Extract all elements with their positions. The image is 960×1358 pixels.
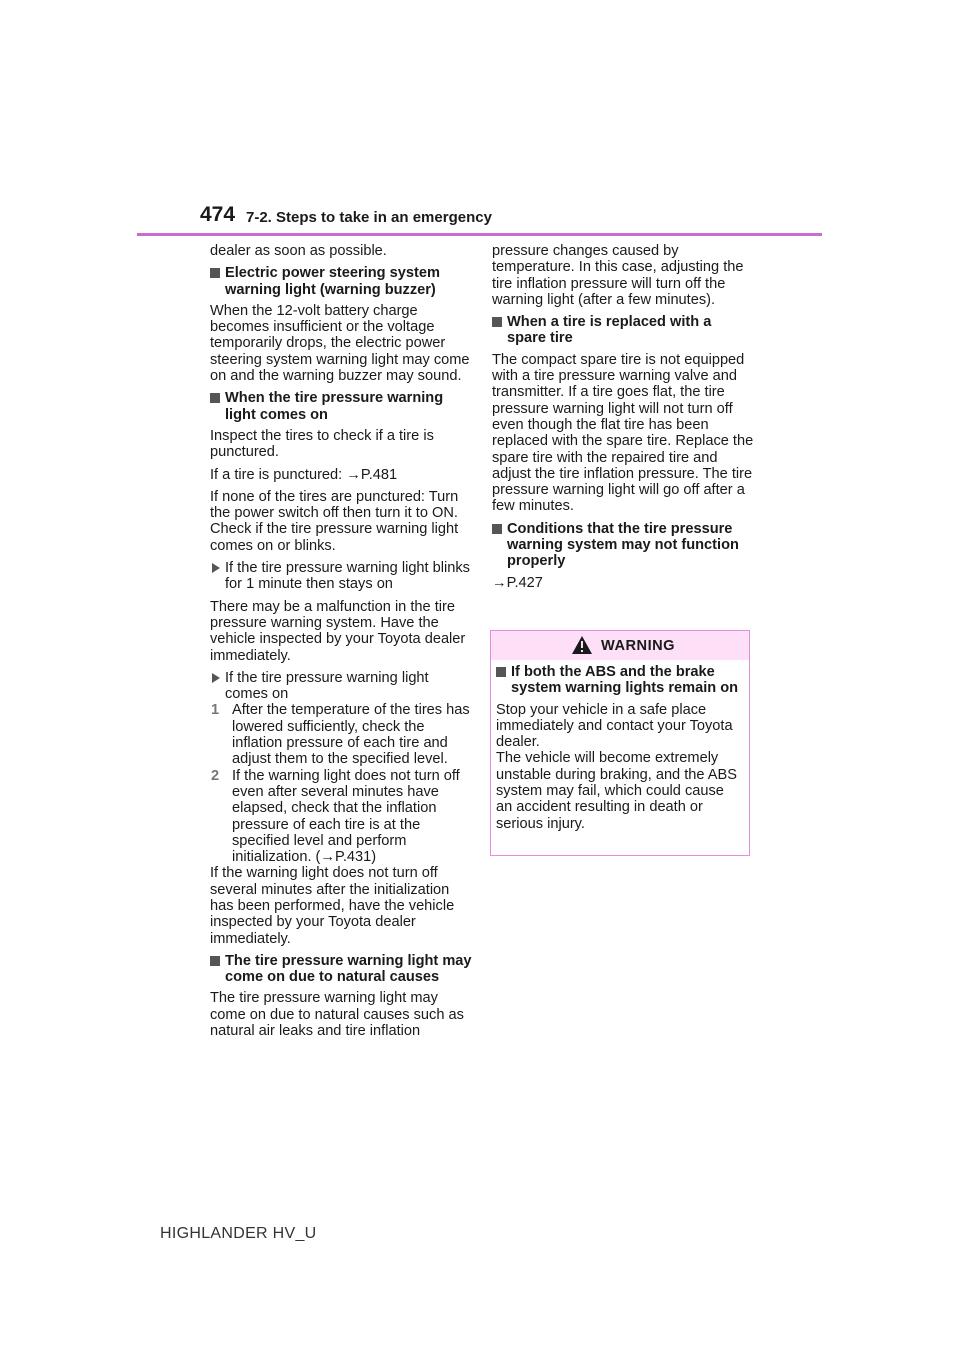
paragraph: pressure changes caused by temperature. In this case, adjusting the tire inflation pressure will turn off the warning light (after a few minutes). xyxy=(492,243,744,308)
page-reference[interactable]: If a tire is punctured: →P.481 xyxy=(210,466,398,483)
section-heading-natural: The tire pressure warning light may come on due to natural causes xyxy=(210,953,472,986)
section-heading-tire-on: When the tire pressure warning light comes on xyxy=(210,390,472,423)
section-heading-conditions: Conditions that the tire pressure warning system may not function properly xyxy=(492,521,754,570)
subheading-comes-on: If the tire pressure warning light comes on xyxy=(210,670,472,703)
paragraph: Inspect the tires to check if a tire is punctured. xyxy=(210,427,434,461)
paragraph: dealer as soon as possible. xyxy=(210,243,387,259)
warning-text: The vehicle will become extremely unstable during braking, and the ABS system may fail, which could cause an accident resulting in death or serious injury. xyxy=(496,750,737,832)
triangle-bullet-icon xyxy=(212,673,220,683)
square-bullet-icon xyxy=(210,956,220,966)
square-bullet-icon xyxy=(496,667,506,677)
section-heading-spare: When a tire is replaced with a spare tire xyxy=(492,314,754,347)
paragraph: If the warning light does not turn off several minutes after the initialization has been performed, have the vehicle inspected by your Toyota dealer immediately. xyxy=(210,865,455,947)
subheading-blinks: If the tire pressure warning light blinks for 1 minute then stays on xyxy=(210,560,472,593)
warning-body xyxy=(496,664,744,832)
section-heading-eps: Electric power steering system warning light (warning buzzer) xyxy=(210,265,472,298)
right-column xyxy=(492,243,754,597)
square-bullet-icon xyxy=(210,393,220,403)
paragraph: If none of the tires are punctured: Turn the power switch off then turn it to ON. Check if the tire pressure warning light comes on or blinks. xyxy=(210,488,459,554)
triangle-bullet-icon xyxy=(212,563,220,573)
warning-label: WARNING xyxy=(601,638,676,654)
header-rule xyxy=(137,233,822,236)
paragraph: The compact spare tire is not equipped with a tire pressure warning valve and transmitter. If a tire goes flat, the tire pressure warning light will not turn off even though the flat tire has been replaced with the spare tire. Replace the spare tire with the repaired tire and adjust the tire inflation pressure. The tire pressure warning light will go off after a few minutes. xyxy=(492,351,754,515)
paragraph: There may be a malfunction in the tire pressure warning system. Have the vehicle inspected by your Toyota dealer immediately. xyxy=(210,598,466,664)
footer-model: HIGHLANDER HV_U xyxy=(160,1225,317,1242)
step-1: 1 After the temperature of the tires has lowered sufficiently, check the inflation pressure of each tire and adjust them to the specified level. xyxy=(211,702,470,768)
warning-text: Stop your vehicle in a safe place immediately and contact your Toyota dealer. xyxy=(496,701,733,751)
warning-box xyxy=(490,630,750,856)
warning-header xyxy=(491,631,749,660)
left-column xyxy=(210,243,472,1045)
page-reference[interactable]: →P.427 xyxy=(492,574,543,591)
square-bullet-icon xyxy=(492,317,502,327)
square-bullet-icon xyxy=(210,268,220,278)
square-bullet-icon xyxy=(492,524,502,534)
page-number: 474 xyxy=(200,203,236,226)
section-title: 7-2. Steps to take in an emergency xyxy=(246,209,492,226)
warning-heading: If both the ABS and the brake system warning lights remain on xyxy=(496,664,744,697)
step-number: 1 xyxy=(211,702,220,719)
paragraph: The tire pressure warning light may come on due to natural causes such as natural air leaks and tire inflation xyxy=(210,990,464,1040)
step-2: 2 If the warning light does not turn off even after several minutes have elapsed, check that the inflation pressure of each tire is at the specified level and perform initialization. (→P.431) xyxy=(211,767,460,866)
paragraph: When the 12-volt battery charge becomes insufficient or the voltage temporarily drops, the electric power steering system warning light may come on and the warning buzzer may sound. xyxy=(210,302,470,385)
warning-triangle-icon xyxy=(571,635,593,655)
step-number: 2 xyxy=(211,767,220,784)
